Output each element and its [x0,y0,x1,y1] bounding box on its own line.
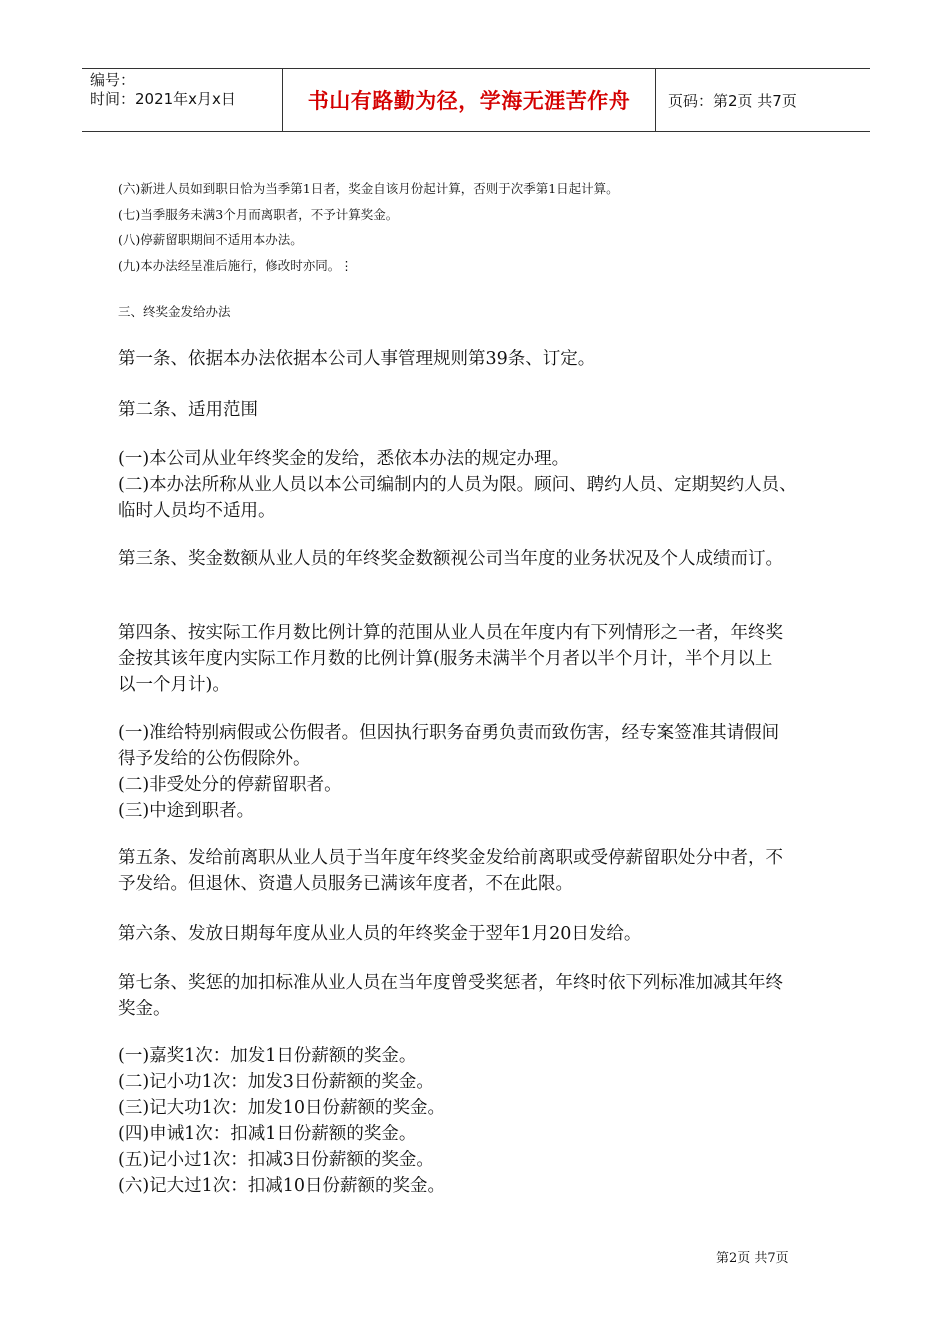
list-item: (三)中途到职者。 [118,801,255,821]
article-1 [118,346,838,372]
article-3 [118,546,838,572]
article-7-items [118,1043,838,1199]
article-4 [118,620,838,698]
paragraph-line: 金按其该年度内实际工作月数的比例计算(服务未满半个月者以半个月计，半个月以上 [118,649,773,669]
list-item: 临时人员均不适用。 [118,501,276,521]
article-6 [118,921,838,947]
article-4-items [118,720,838,824]
section-title: 三、终奖金发给办法 [118,304,231,319]
article-2-items [118,446,838,524]
paragraph-line: 奖金。 [118,999,171,1019]
header-motto: 书山有路勤为径，学海无涯苦作舟 [307,89,631,113]
list-item: (一)嘉奖1次：加发1日份薪额的奖金。 [118,1046,417,1066]
paragraph-line: 第四条、按实际工作月数比例计算的范围从业人员在年度内有下列情形之一者，年终奖 [118,623,783,643]
list-item: (六)记大过1次：扣减10日份薪额的奖金。 [118,1176,446,1196]
header-page-info: 页码：第2页 共7页 [668,91,797,110]
small-item: (八)停薪留职期间不适用本办法。 [118,232,303,247]
list-item: (二)记小功1次：加发3日份薪额的奖金。 [118,1072,434,1092]
list-item: (一)本公司从业年终奖金的发给，悉依本办法的规定办理。 [118,449,570,469]
paragraph-line: 第五条、发给前离职从业人员于当年度年终奖金发给前离职或受停薪留职处分中者，不 [118,848,783,868]
list-item: (二)本办法所称从业人员以本公司编制内的人员为限。顾问、聘约人员、定期契约人员、 [118,475,797,495]
document-number-label: 编号： [90,71,136,89]
header-meta [82,69,282,131]
list-item: (四)申诫1次：扣减1日份薪额的奖金。 [118,1124,417,1144]
list-item: (五)记小过1次：扣减3日份薪额的奖金。 [118,1150,434,1170]
paragraph-line: 第三条、奖金数额从业人员的年终奖金数额视公司当年度的业务状况及个人成绩而订。 [118,549,783,569]
page-footer: 第2页 共7页 [716,1251,789,1266]
paragraph-line: 第一条、依据本办法依据本公司人事管理规则第39条、订定。 [118,349,596,369]
article-5 [118,845,838,897]
paragraph-line: 第七条、奖惩的加扣标准从业人员在当年度曾受奖惩者，年终时依下列标准加减其年终 [118,973,783,993]
paragraph-line: 第二条、适用范围 [118,400,258,420]
paragraph-line: 以一个月计)。 [118,675,230,695]
small-item: (九)本办法经呈准后施行，修改时亦同。⋮ [118,258,353,273]
list-item: (三)记大功1次：加发10日份薪额的奖金。 [118,1098,446,1118]
document-time-label: 时间：2021年x月x日 [90,90,236,108]
article-7 [118,970,838,1022]
list-item: (二)非受处分的停薪留职者。 [118,775,342,795]
small-item: (七)当季服务未满3个月而离职者，不予计算奖金。 [118,207,399,222]
paragraph-line: 予发给。但退休、资遣人员服务已满该年度者，不在此限。 [118,874,573,894]
paragraph-line: 第六条、发放日期每年度从业人员的年终奖金于翌年1月20日发给。 [118,924,642,944]
list-item: (一)准给特别病假或公伤假者。但因执行职务奋勇负责而致伤害，经专案签准其请假间 [118,723,780,743]
list-item: 得予发给的公伤假除外。 [118,749,311,769]
small-item: (六)新进人员如到职日恰为当季第1日者，奖金自该月份起计算，否则于次季第1日起计算。 [118,181,619,196]
article-2-title [118,397,838,423]
page-header [82,68,870,132]
